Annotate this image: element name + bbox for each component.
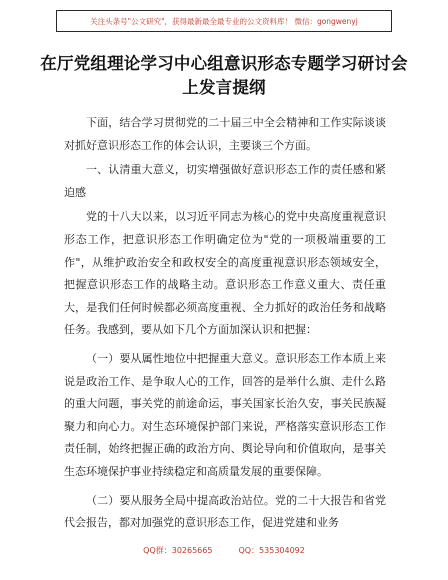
paragraph-point-2: （二）要从服务全局中提高政治站位。党的二十大报告和省党代会报告，都对加强党的意识形态工作，促进党建和业务 bbox=[64, 493, 386, 530]
document-title: 在厅党组理论学习中心组意识形态专题学习研讨会上发言提纲 bbox=[40, 54, 408, 97]
section-heading-1: 一、认清重大意义，切实增强做好意识形态工作的责任感和紧迫感 bbox=[64, 163, 386, 199]
paragraph-point-1: （一）要从属性地位中把握重大意义。意识形态工作本质上来说是政治工作、是争取人心的工作，回答的是举什么旗、走什么路的重大问题，事关党的前途命运，事关国家长治久安，事关民族凝聚力和向心力。对生态环境保护部门来说，严格落实意识形态工作责任制，始终把握正确的政治方向、舆论导向和价值取向，是事关生态环境保护事业持续稳定和高质量发展的重要保障。 bbox=[64, 351, 386, 478]
paragraph-intro: 下面，结合学习贯彻党的二十届三中全会精神和工作实际谈谈对抓好意识形态工作的体会认识，主要谈三个方面。 bbox=[64, 116, 386, 152]
footer-qq-group: QQ群：30265665 bbox=[143, 546, 213, 555]
document-body bbox=[64, 112, 386, 535]
paragraph-background: 党的十八大以来，以习近平同志为核心的党中央高度重视意识形态工作，把意识形态工作明确定位为"党的一项极端重要的工作"，从维护政治安全和政权安全的高度重视意识形态领域安全，把握意识形态工作的战略主动。意识形态工作意义重大、责任重大，是我们任何时候都必须高度重视、全力抓好的政治任务和战略任务。我感到，要从如下几个方面加深认识和把握： bbox=[64, 210, 386, 337]
promo-banner bbox=[56, 10, 392, 32]
contact-footer bbox=[0, 545, 448, 556]
promo-banner-text: 关注头条号"公文研究"，获得最新最全最专业的公文资料库！ 微信：gongwenyj bbox=[90, 16, 358, 26]
footer-qq: QQ：535304092 bbox=[238, 546, 305, 555]
